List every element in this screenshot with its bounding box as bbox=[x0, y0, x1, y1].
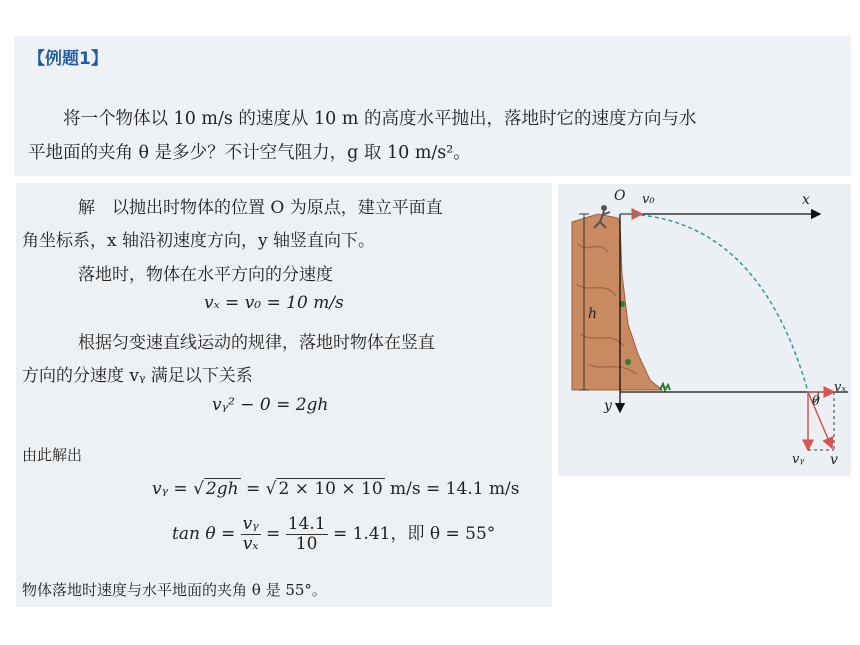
fraction-numerator-value: 14.1 bbox=[287, 514, 326, 534]
solution-line-2: 角坐标系，x 轴沿初速度方向，y 轴竖直向下。 bbox=[22, 231, 375, 251]
solution-line-4: 根据匀变速直线运动的规律，落地时物体在竖直 bbox=[78, 333, 435, 353]
eq4-right: = 1.41，即 θ = 55° bbox=[332, 524, 496, 544]
label-theta: θ bbox=[812, 394, 820, 409]
fraction-denominator-value: 10 bbox=[295, 534, 318, 554]
shrub-2 bbox=[625, 359, 631, 365]
solution-line-6: 由此解出 bbox=[22, 446, 83, 464]
solution-panel bbox=[16, 183, 552, 607]
problem-line-1: 将一个物体以 10 m/s 的速度从 10 m 的高度水平抛出，落地时它的速度方向与水 bbox=[63, 109, 697, 129]
problem-text bbox=[28, 102, 846, 170]
equation-vx: vₓ = v₀ = 10 m/s bbox=[204, 293, 344, 313]
eq4-equals: = bbox=[266, 524, 286, 544]
label-v: v bbox=[830, 452, 838, 468]
example-panel bbox=[14, 36, 851, 176]
grass-tuft bbox=[660, 384, 670, 390]
conclusion: 物体落地时速度与水平地面的夹角 θ 是 55°。 bbox=[22, 581, 327, 599]
problem-line-2: 平地面的夹角 θ 是多少？不计空气阻力，g 取 10 m/s²。 bbox=[28, 143, 471, 163]
equation-vy: vᵧ = √ 2gh = √ 2 × 10 × 10 m/s = 14.1 m/s bbox=[152, 479, 520, 499]
solution-line-1: 解 以抛出时物体的位置 O 为原点，建立平面直 bbox=[78, 198, 443, 218]
label-vy: vᵧ bbox=[792, 452, 805, 467]
eq3-left: vᵧ = bbox=[152, 479, 194, 499]
example-heading: 【例题1】 bbox=[28, 49, 108, 69]
diagram-canvas bbox=[558, 184, 851, 476]
label-origin: O bbox=[614, 188, 626, 204]
fraction-denominator-vx: vₓ bbox=[242, 534, 259, 554]
label-x-axis: x bbox=[802, 192, 810, 208]
solution-line-5: 方向的分速度 vᵧ 满足以下关系 bbox=[22, 366, 253, 386]
fraction-values bbox=[286, 515, 328, 554]
equation-tan-theta bbox=[172, 515, 495, 554]
label-height: h bbox=[588, 306, 598, 322]
eq3-sqrt-2: 2 × 10 × 10 bbox=[278, 479, 383, 499]
fraction-vy-vx bbox=[241, 515, 261, 554]
label-vx: vₓ bbox=[834, 380, 846, 395]
eq3-sqrt-1: 2gh bbox=[205, 479, 239, 499]
trajectory-curve bbox=[620, 214, 808, 392]
label-v0: v₀ bbox=[642, 192, 655, 207]
equation-vy-squared: vᵧ² − 0 = 2gh bbox=[212, 395, 329, 415]
projectile-diagram bbox=[558, 184, 851, 476]
eq3-mid: = bbox=[240, 479, 266, 499]
label-y-axis: y bbox=[604, 398, 612, 414]
fraction-numerator-vy: vᵧ bbox=[242, 514, 259, 534]
eq4-left: tan θ = bbox=[172, 524, 241, 544]
eq3-right: m/s = 14.1 m/s bbox=[384, 479, 520, 499]
cliff-shape bbox=[572, 214, 662, 390]
solution-line-3: 落地时，物体在水平方向的分速度 bbox=[78, 265, 333, 285]
